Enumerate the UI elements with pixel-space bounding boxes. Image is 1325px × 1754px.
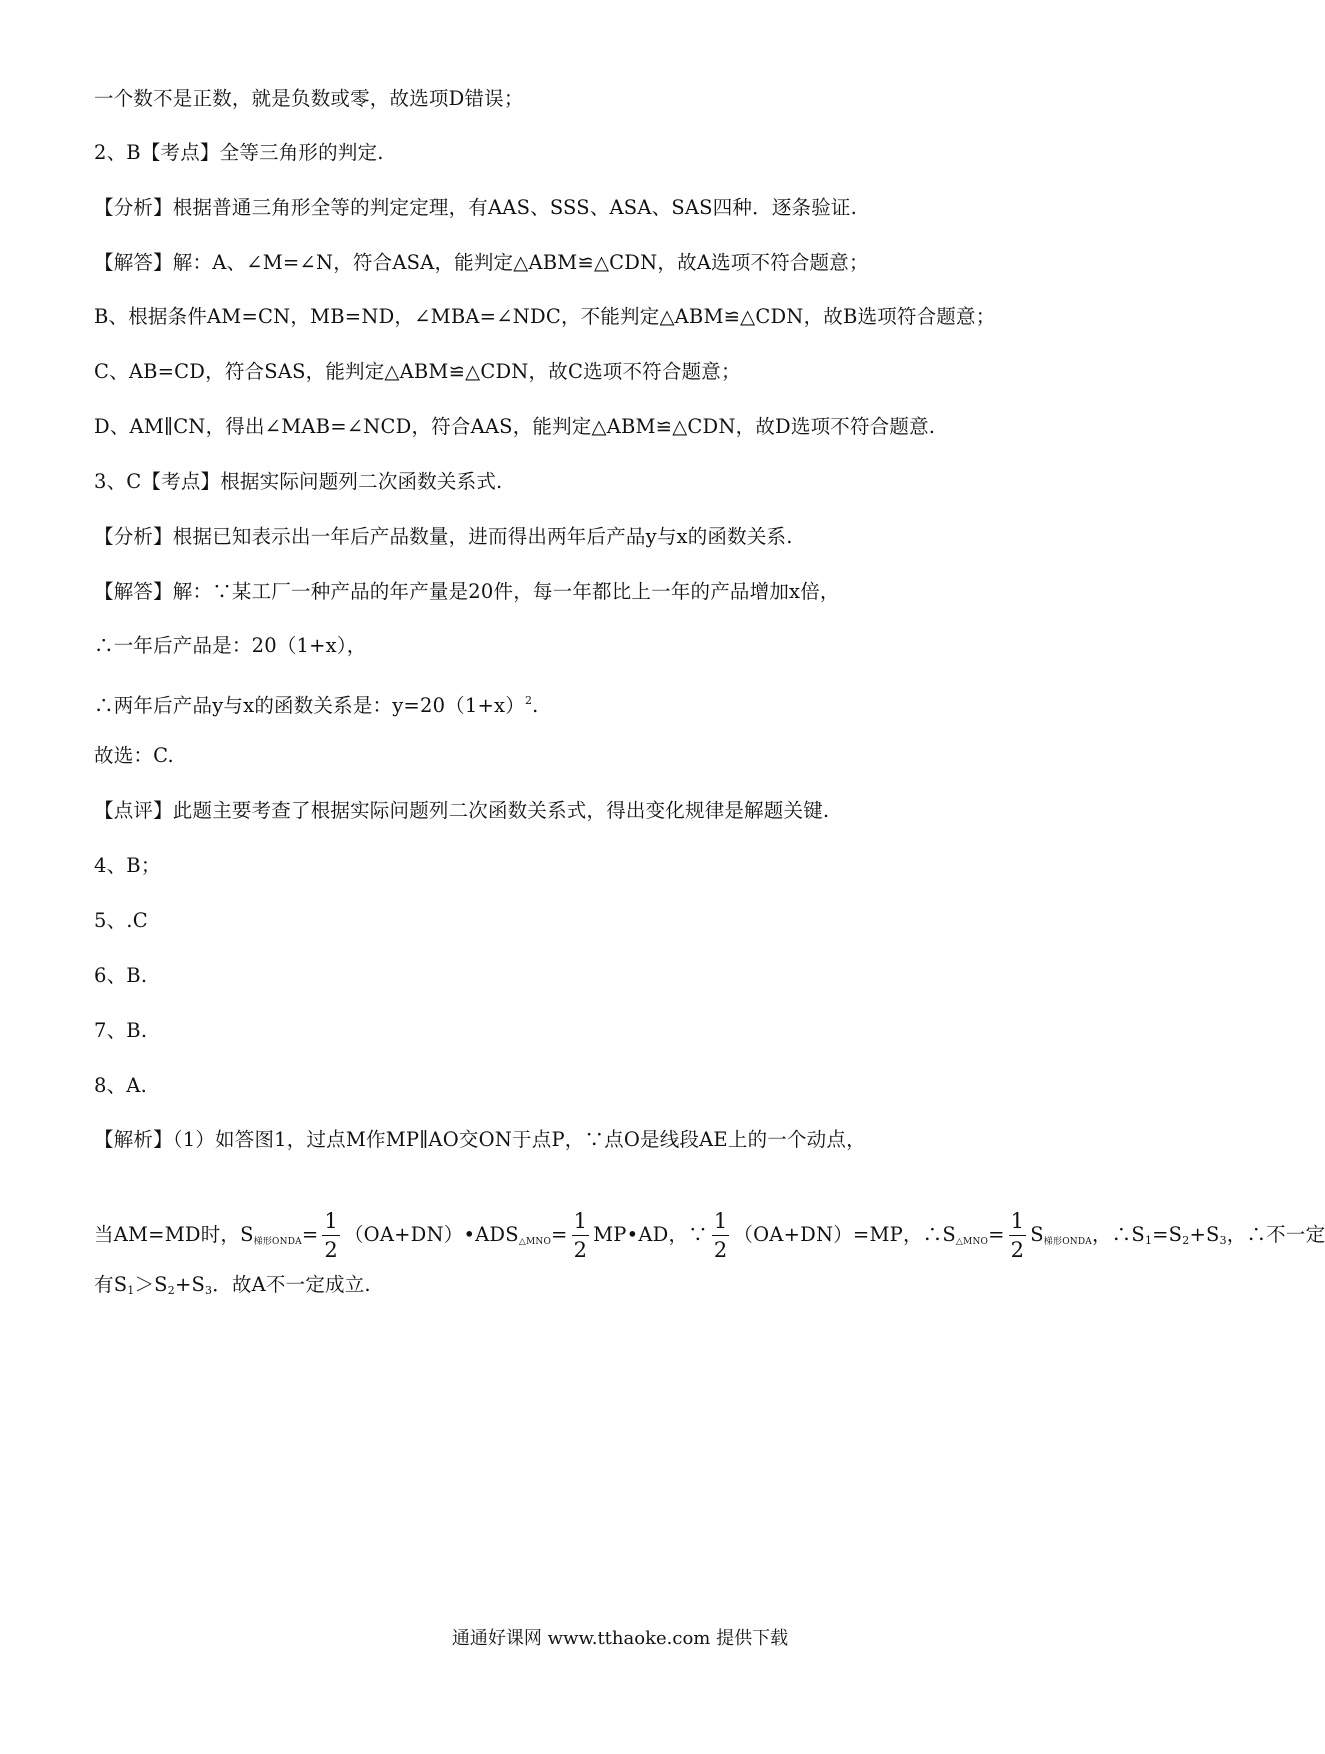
subscript: 3 xyxy=(1219,1234,1227,1247)
fraction xyxy=(1009,1208,1027,1262)
text-line: B、根据条件AM=CN，MB=ND，∠MBA=∠NDC，不能判定△ABM≌△CDN，故B选项符合题意； xyxy=(94,305,996,328)
subscript: △MNO xyxy=(955,1237,989,1247)
subscript: △MNO xyxy=(518,1237,552,1247)
text-span: （OA+DN）•ADS xyxy=(343,1223,519,1246)
answer-8: 8、A. xyxy=(94,1074,147,1097)
fraction-numerator: 1 xyxy=(322,1211,340,1236)
page-footer: 通通好课网 www.tthaoke.com 提供下载 xyxy=(451,1628,789,1649)
fraction xyxy=(322,1208,340,1262)
answer-5: 5、.C xyxy=(94,909,148,932)
answer-6: 6、B. xyxy=(94,964,148,987)
text-line: 【解答】解：∵某工厂一种产品的年产量是20件，每一年都比上一年的产品增加x倍， xyxy=(94,580,840,603)
answer-4: 4、B； xyxy=(94,854,161,877)
text-span: +S xyxy=(174,1273,206,1296)
text-span: ，∴S xyxy=(1091,1223,1145,1246)
answer-2-heading: 2、B【考点】全等三角形的判定. xyxy=(94,141,384,164)
text-span: = xyxy=(551,1223,568,1246)
fraction-denominator: 2 xyxy=(324,1237,338,1262)
subscript: 1 xyxy=(127,1284,135,1297)
text-line: 【解析】（1）如答图1，过点M作MP∥AO交ON于点P，∵点O是线段AE上的一个动点， xyxy=(94,1128,866,1151)
text-line: ∴一年后产品是：20（1+x）， xyxy=(94,634,367,657)
fraction-numerator: 1 xyxy=(1009,1211,1027,1236)
text-line xyxy=(94,687,539,720)
subscript: 1 xyxy=(1144,1234,1153,1247)
fraction-numerator: 1 xyxy=(572,1211,590,1236)
text-span: MP•AD，∵ xyxy=(593,1223,708,1246)
text-span: 当AM=MD时，S xyxy=(94,1223,254,1246)
text-span: ，∴不一定 xyxy=(1226,1223,1325,1246)
subscript: 2 xyxy=(167,1284,175,1297)
fraction-denominator: 2 xyxy=(713,1237,728,1262)
fraction-denominator: 2 xyxy=(573,1237,588,1262)
text-span: = xyxy=(301,1223,319,1246)
text-span: S xyxy=(1030,1223,1044,1246)
text-line xyxy=(94,1271,371,1305)
text-line: 【分析】根据已知表示出一年后产品数量，进而得出两年后产品y与x的函数关系. xyxy=(94,525,793,548)
text-line: D、AM∥CN，得出∠MAB=∠NCD，符合AAS，能判定△ABM≌△CDN，故D选项不符合题意. xyxy=(94,415,936,438)
text-span: ∴两年后产品y与x的函数关系是：y=20（1+x） xyxy=(94,694,525,717)
text-line: C、AB=CD，符合SAS，能判定△ABM≌△CDN，故C选项不符合题意； xyxy=(94,360,741,383)
text-span: +S xyxy=(1189,1223,1220,1246)
subscript: 3 xyxy=(205,1284,213,1297)
text-span: . xyxy=(532,694,539,717)
fraction xyxy=(572,1208,590,1262)
text-span: （OA+DN）=MP，∴S xyxy=(733,1223,956,1246)
subscript: 2 xyxy=(1182,1234,1190,1247)
text-line: 【点评】此题主要考查了根据实际问题列二次函数关系式，得出变化规律是解题关键. xyxy=(94,799,830,822)
answer-3-heading: 3、C【考点】根据实际问题列二次函数关系式. xyxy=(94,470,503,493)
formula-line xyxy=(94,1199,1325,1271)
text-line: 故选：C. xyxy=(94,744,174,767)
subscript: 梯形ONDA xyxy=(253,1237,302,1247)
subscript: 梯形ONDA xyxy=(1043,1237,1092,1247)
fraction-denominator: 2 xyxy=(1010,1237,1025,1262)
text-line: 【分析】根据普通三角形全等的判定定理，有AAS、SSS、ASA、SAS四种．逐条验证. xyxy=(94,196,858,219)
fraction-numerator: 1 xyxy=(712,1211,730,1236)
text-span: 有S xyxy=(94,1273,128,1296)
text-span: ＞S xyxy=(134,1273,168,1296)
answer-7: 7、B. xyxy=(94,1019,148,1042)
text-span: =S xyxy=(1152,1223,1183,1246)
superscript: 2 xyxy=(524,694,533,707)
text-span: = xyxy=(988,1223,1005,1246)
text-span: ．故A不一定成立. xyxy=(212,1273,371,1296)
fraction xyxy=(712,1208,730,1262)
text-line: 【解答】解：A、∠M=∠N，符合ASA，能判定△ABM≌△CDN，故A选项不符合题意； xyxy=(94,251,869,274)
text-line: 一个数不是正数，就是负数或零，故选项D错误； xyxy=(94,87,524,110)
